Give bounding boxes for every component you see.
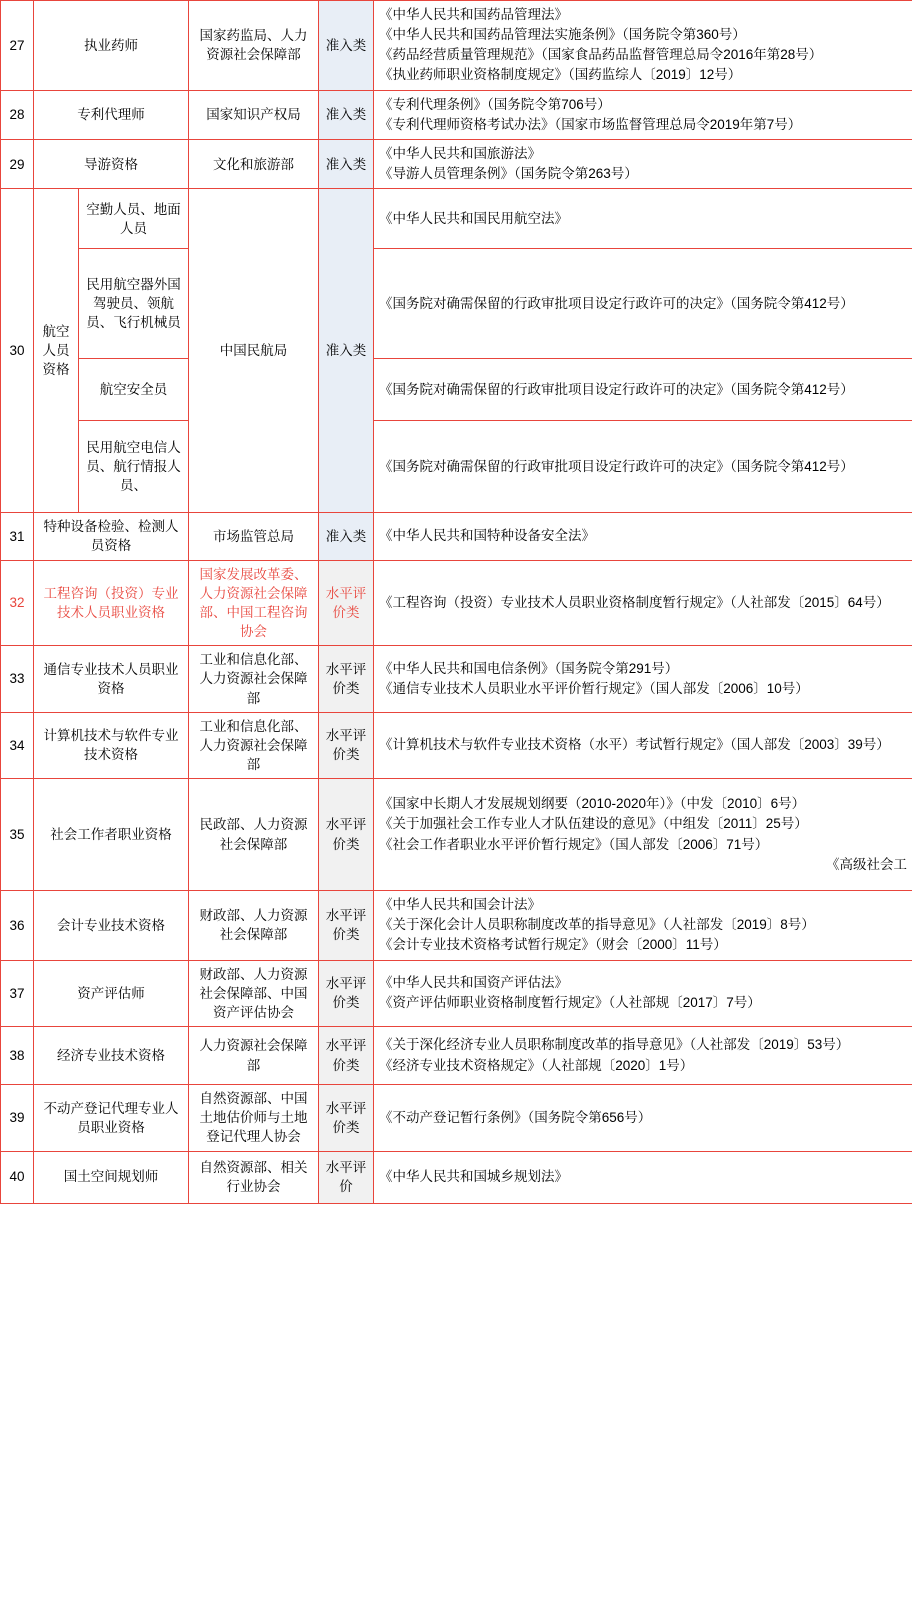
legal-basis-line: 《中华人民共和国城乡规划法》 [379,1168,568,1184]
qualification-subitem: 空勤人员、地面人员 [79,189,189,249]
legal-basis [374,421,912,513]
table-row [1,1085,912,1151]
legal-basis-line: 《中华人民共和国旅游法》 [379,145,541,161]
qualification-name: 导游资格 [34,139,189,188]
implementing-department: 财政部、人力资源社会保障部、中国资产评估协会 [189,960,319,1026]
implementing-department: 自然资源部、相关行业协会 [189,1151,319,1203]
qualification-name: 专利代理师 [34,90,189,139]
table-row [1,1,912,91]
implementing-department: 国家药监局、人力资源社会保障部 [189,1,319,91]
legal-basis [374,1027,912,1085]
row-index: 37 [1,960,34,1026]
legal-basis-line: 《执业药师职业资格制度规定》（国药监综人〔2019〕12号） [379,67,742,83]
legal-basis [374,513,912,560]
row-index: 31 [1,513,34,560]
category-badge: 准入类 [319,90,374,139]
implementing-department: 财政部、人力资源社会保障部 [189,891,319,960]
legal-basis [374,249,912,359]
qualification-name: 特种设备检验、检测人员资格 [34,513,189,560]
implementing-department: 国家知识产权局 [189,90,319,139]
legal-basis [374,139,912,188]
qualification-subitem: 航空安全员 [79,359,189,421]
legal-basis-line: 《专利代理师资格考试办法》（国家市场监督管理总局令2019年第7号） [379,116,802,132]
category-badge: 准入类 [319,513,374,560]
category-badge: 水平评价类 [319,1027,374,1085]
category-badge: 水平评价类 [319,960,374,1026]
legal-basis [374,712,912,778]
category-badge: 水平评价类 [319,891,374,960]
qualification-subitem: 民用航空器外国驾驶员、领航员、飞行机械员 [79,249,189,359]
row-index: 32 [1,560,34,646]
legal-basis-line: 《中华人民共和国会计法》 [379,897,541,913]
qualification-name: 不动产登记代理专业人员职业资格 [34,1085,189,1151]
qualification-name: 会计专业技术资格 [34,891,189,960]
legal-basis [374,1,912,91]
row-index: 39 [1,1085,34,1151]
qualification-subitem: 民用航空电信人员、航行情报人员、 [79,421,189,513]
legal-basis-line: 《工程咨询（投资）专业技术人员职业资格制度暂行规定》（人社部发〔2015〕64号） [379,594,890,610]
implementing-department: 工业和信息化部、人力资源社会保障部 [189,646,319,712]
legal-basis-line: 《经济专业技术资格规定》（人社部规〔2020〕1号） [379,1057,694,1073]
legal-basis [374,779,912,891]
qualification-name: 经济专业技术资格 [34,1027,189,1085]
row-index: 35 [1,779,34,891]
legal-basis-line: 《国务院对确需保留的行政审批项目设定行政许可的决定》（国务院令第412号） [379,295,854,311]
legal-basis [374,646,912,712]
legal-basis-line: 《关于深化会计人员职称制度改革的指导意见》（人社部发〔2019〕8号） [379,917,815,933]
category-badge: 准入类 [319,1,374,91]
legal-basis [374,560,912,646]
category-badge: 水平评价类 [319,1085,374,1151]
legal-basis-line: 《国务院对确需保留的行政审批项目设定行政许可的决定》（国务院令第412号） [379,381,854,397]
qualification-name: 工程咨询（投资）专业技术人员职业资格 [34,560,189,646]
legal-basis-line: 《高级社会工 [826,856,907,872]
implementing-department: 自然资源部、中国土地估价师与土地登记代理人协会 [189,1085,319,1151]
category-badge: 水平评价类 [319,712,374,778]
qualification-name: 通信专业技术人员职业资格 [34,646,189,712]
table-row [1,779,912,891]
row-index: 33 [1,646,34,712]
legal-basis-line: 《中华人民共和国民用航空法》 [379,210,568,226]
implementing-department: 文化和旅游部 [189,139,319,188]
table-row [1,513,912,560]
row-index: 27 [1,1,34,91]
table-row [1,139,912,188]
implementing-department: 市场监管总局 [189,513,319,560]
table-row [1,189,912,249]
qualification-name: 执业药师 [34,1,189,91]
qualification-name: 社会工作者职业资格 [34,779,189,891]
row-index: 38 [1,1027,34,1085]
table-row-highlighted [1,560,912,646]
legal-basis [374,189,912,249]
legal-basis-line: 《关于深化经济专业人员职称制度改革的指导意见》（人社部发〔2019〕53号） [379,1037,850,1053]
category-badge: 水平评价类 [319,779,374,891]
legal-basis-line: 《中华人民共和国电信条例》（国务院令第291号） [379,660,679,676]
category-badge: 水平评价 [319,1151,374,1203]
qualification-name: 航空人员资格 [34,189,79,513]
table-row [1,421,912,513]
implementing-department: 国家发展改革委、人力资源社会保障部、中国工程咨询协会 [189,560,319,646]
qualification-name: 计算机技术与软件专业技术资格 [34,712,189,778]
legal-basis-line: 《国务院对确需保留的行政审批项目设定行政许可的决定》（国务院令第412号） [379,458,854,474]
legal-basis-line: 《中华人民共和国药品管理法》 [379,7,568,22]
table-row [1,359,912,421]
row-index: 34 [1,712,34,778]
legal-basis [374,90,912,139]
legal-basis [374,1151,912,1203]
row-index: 28 [1,90,34,139]
legal-basis-line: 《社会工作者职业水平评价暂行规定》（国人部发〔2006〕71号） [379,836,769,852]
legal-basis-line: 《会计专业技术资格考试暂行规定》（财会〔2000〕11号） [379,937,727,953]
implementing-department: 人力资源社会保障部 [189,1027,319,1085]
row-index: 29 [1,139,34,188]
table-row [1,90,912,139]
legal-basis-line: 《通信专业技术人员职业水平评价暂行规定》（国人部发〔2006〕10号） [379,680,809,696]
category-badge: 水平评价类 [319,560,374,646]
legal-basis-line: 《中华人民共和国资产评估法》 [379,975,568,991]
row-index: 40 [1,1151,34,1203]
category-badge: 准入类 [319,139,374,188]
implementing-department: 中国民航局 [189,189,319,513]
category-badge: 水平评价类 [319,646,374,712]
row-index: 30 [1,189,34,513]
legal-basis [374,891,912,960]
table-row [1,712,912,778]
legal-basis-line: 《中华人民共和国药品管理法实施条例》（国务院令第360号） [379,27,746,43]
qualification-name: 国土空间规划师 [34,1151,189,1203]
table-row [1,1027,912,1085]
row-index: 36 [1,891,34,960]
category-badge: 准入类 [319,189,374,513]
table-row [1,891,912,960]
legal-basis [374,359,912,421]
table-row [1,646,912,712]
legal-basis [374,1085,912,1151]
legal-basis-line: 《资产评估师职业资格制度暂行规定》（人社部规〔2017〕7号） [379,995,761,1011]
legal-basis [374,960,912,1026]
legal-basis-line: 《导游人员管理条例》（国务院令第263号） [379,166,638,182]
legal-basis-line: 《药品经营质量管理规范》（国家食品药品监督管理总局令2016年第28号） [379,47,823,63]
legal-basis-line: 《关于加强社会工作专业人才队伍建设的意见》（中组发〔2011〕25号） [379,816,808,832]
implementing-department: 民政部、人力资源社会保障部 [189,779,319,891]
qualification-name: 资产评估师 [34,960,189,1026]
legal-basis-line: 《专利代理条例》（国务院令第706号） [379,96,611,112]
table-row [1,960,912,1026]
legal-basis-line: 《计算机技术与软件专业技术资格（水平）考试暂行规定》（国人部发〔2003〕39号） [379,737,890,753]
legal-basis-line: 《国家中长期人才发展规划纲要（2010-2020年）》（中发〔2010〕6号） [379,796,806,812]
table-row [1,249,912,359]
implementing-department: 工业和信息化部、人力资源社会保障部 [189,712,319,778]
legal-basis-line: 《不动产登记暂行条例》（国务院令第656号） [379,1109,652,1125]
legal-basis-line: 《中华人民共和国特种设备安全法》 [379,528,595,544]
table-row [1,1151,912,1203]
